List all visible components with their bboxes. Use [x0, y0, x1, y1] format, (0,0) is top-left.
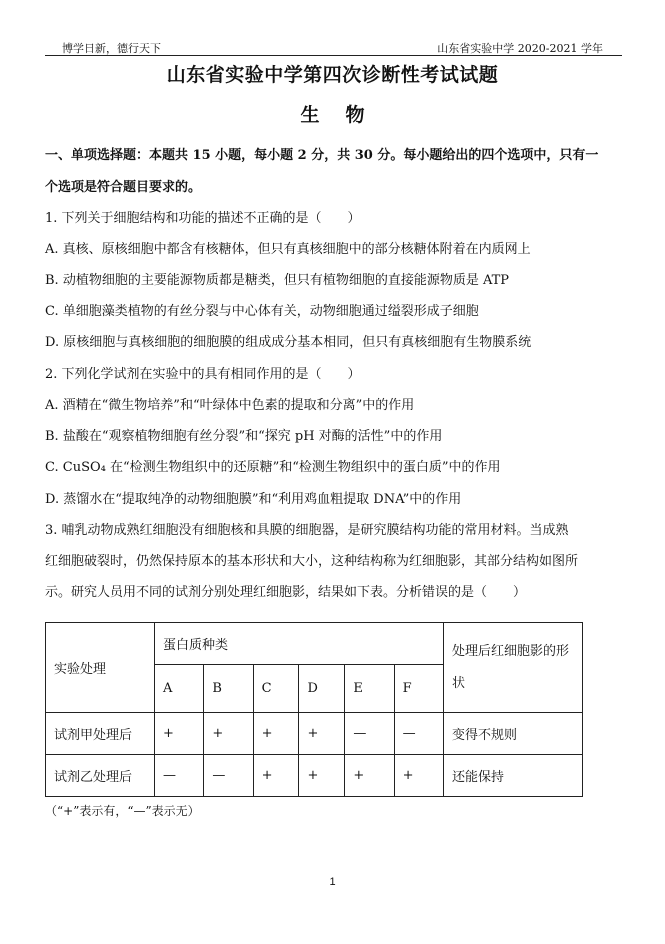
- question-3-stem-line2: 红细胞破裂时，仍然保持原本的基本形状和大小，这种结构称为红细胞影，其部分结构如图所: [45, 554, 579, 569]
- section-instruction-line1: 一、单项选择题：本题共 15 小题，每小题 2 分，共 30 分。每小题给出的四个选项中，只有一: [45, 148, 599, 163]
- table-cell: +: [253, 713, 299, 755]
- table-cell: +: [155, 713, 204, 755]
- table-cell-shape: 变得不规则: [444, 713, 583, 755]
- table-row: [46, 755, 583, 797]
- question-2-option-c: C. CuSO₄ 在“检测生物组织中的还原糖”和“检测生物组织中的蛋白质”中的作用: [45, 460, 501, 475]
- question-2-option-b: B. 盐酸在“观察植物细胞有丝分裂”和“探究 pH 对酶的活性”中的作用: [45, 429, 443, 444]
- table-protein-b: B: [204, 665, 253, 713]
- table-row-label: 试剂甲处理后: [46, 713, 155, 755]
- header-school-year: 山东省实验中学 2020-2021 学年: [437, 42, 603, 55]
- table-cell: +: [204, 713, 253, 755]
- table-protein-c: C: [253, 665, 299, 713]
- question-1-option-d: D. 原核细胞与真核细胞的细胞膜的组成成分基本相同，但只有真核细胞有生物膜系统: [45, 335, 532, 350]
- table-cell: —: [204, 755, 253, 797]
- experiment-table: [45, 622, 583, 797]
- subject-title: 生物: [300, 104, 391, 126]
- table-protein-f: F: [394, 665, 443, 713]
- question-2-option-a: A. 酒精在“微生物培养”和“叶绿体中色素的提取和分离”中的作用: [45, 398, 415, 413]
- question-1-stem: 1. 下列关于细胞结构和功能的描述不正确的是（ ）: [45, 211, 361, 226]
- question-1-option-a: A. 真核、原核细胞中都含有核糖体，但只有真核细胞中的部分核糖体附着在内质网上: [45, 242, 531, 257]
- question-3-stem-line1: 3. 哺乳动物成熟红细胞没有细胞核和具膜的细胞器，是研究膜结构功能的常用材料。当成熟: [45, 523, 569, 538]
- exam-title: 山东省实验中学第四次诊断性考试试题: [166, 64, 499, 86]
- question-1-option-b: B. 动植物细胞的主要能源物质都是糖类，但只有植物细胞的直接能源物质是 ATP: [45, 273, 510, 288]
- page-number: 1: [329, 876, 336, 888]
- table-header-treatment: 实验处理: [46, 623, 155, 713]
- header-motto: 博学日新，德行天下: [62, 42, 161, 55]
- question-2-option-d: D. 蒸馏水在“提取纯净的动物细胞膜”和“利用鸡血粗提取 DNA”中的作用: [45, 492, 462, 507]
- table-row-label: 试剂乙处理后: [46, 755, 155, 797]
- table-cell: —: [345, 713, 394, 755]
- table-header-shape: 处理后红细胞影的形状: [444, 623, 583, 713]
- table-note: （“+”表示有，“—”表示无）: [45, 804, 200, 818]
- section-instruction-line2: 个选项是符合题目要求的。: [45, 180, 202, 195]
- table-protein-a: A: [155, 665, 204, 713]
- table-cell: +: [299, 755, 345, 797]
- table-cell: +: [345, 755, 394, 797]
- table-row: [46, 713, 583, 755]
- table-cell: +: [253, 755, 299, 797]
- header-divider: [45, 55, 622, 56]
- table-cell-shape: 还能保持: [444, 755, 583, 797]
- table-protein-e: E: [345, 665, 394, 713]
- table-cell: —: [394, 713, 443, 755]
- table-cell: —: [155, 755, 204, 797]
- question-2-stem: 2. 下列化学试剂在实验中的具有相同作用的是（ ）: [45, 367, 361, 382]
- table-protein-d: D: [299, 665, 345, 713]
- table-cell: +: [299, 713, 345, 755]
- table-cell: +: [394, 755, 443, 797]
- table-header-protein: 蛋白质种类: [155, 623, 444, 665]
- question-3-stem-line3: 示。研究人员用不同的试剂分别处理红细胞影，结果如下表。分析错误的是（ ）: [45, 585, 527, 600]
- question-1-option-c: C. 单细胞藻类植物的有丝分裂与中心体有关，动物细胞通过缢裂形成子细胞: [45, 304, 479, 319]
